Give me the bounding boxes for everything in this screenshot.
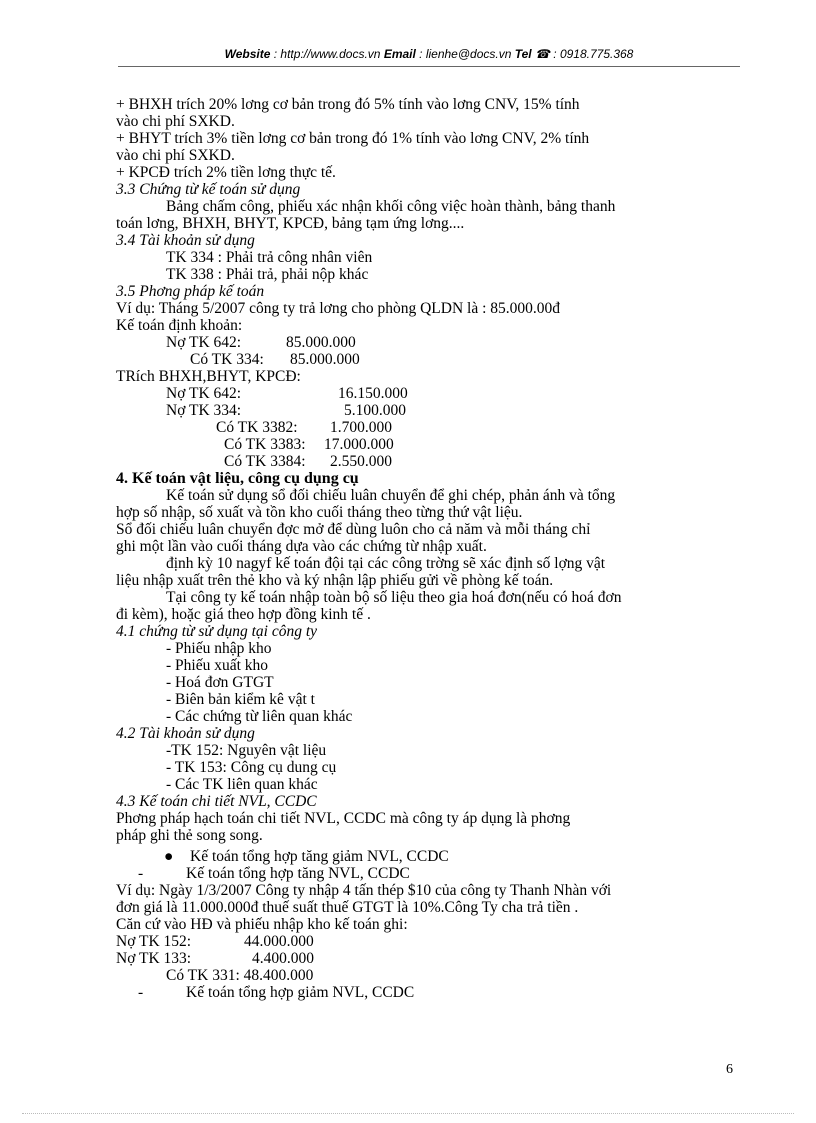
section-heading: 3.4 Tài khoản sử dụng — [116, 232, 255, 249]
text-line: vào chi phí SXKD. — [116, 147, 235, 164]
tel-label: Tel — [514, 47, 532, 61]
text-line: Ví dụ: Ngày 1/3/2007 Công ty nhập 4 tấn thép $10 của công ty Thanh Nhàn với — [116, 882, 612, 899]
list-item: - TK 153: Công cụ dung cụ — [166, 759, 337, 776]
journal-row — [116, 950, 740, 967]
email-label: Email — [383, 47, 416, 61]
dash-marker: - — [138, 984, 144, 1001]
journal-amount: 16.150.000 — [338, 385, 408, 402]
journal-amount: 2.550.000 — [330, 453, 392, 470]
text-line: Sổ đối chiếu luân chuyển đợc mở để dùng luôn cho cả năm và mỗi tháng chỉ — [116, 521, 591, 538]
header-divider — [118, 66, 740, 67]
dash-item — [116, 984, 740, 1001]
journal-row — [116, 419, 740, 436]
text-line: Ví dụ: Tháng 5/2007 công ty trả lơng cho phòng QLDN là : 85.000.00đ — [116, 300, 561, 317]
dash-item — [116, 865, 740, 882]
text-line: Kế toán định khoản: — [116, 317, 243, 334]
page-bottom-divider — [22, 1113, 794, 1114]
journal-row — [116, 334, 740, 351]
text-line: ghi một lần vào cuối tháng dựa vào các chứng từ nhập xuất. — [116, 538, 487, 555]
bullet-text: Kế toán tổng hợp tăng giảm NVL, CCDC — [190, 848, 449, 865]
journal-account: Có TK 334: — [190, 351, 264, 368]
journal-row — [116, 351, 740, 368]
journal-amount: 85.000.000 — [286, 334, 356, 351]
email-value: : lienhe@docs.vn — [415, 47, 515, 61]
text-line: Căn cứ vào HĐ và phiếu nhập kho kế toán ghi: — [116, 916, 408, 933]
journal-row — [116, 436, 740, 453]
text-line: hợp số nhập, số xuất và tồn kho cuối tháng theo từng thứ vật liệu. — [116, 504, 523, 521]
page-number: 6 — [726, 1062, 733, 1077]
page-header — [118, 47, 740, 61]
list-item: -TK 152: Nguyên vật liệu — [166, 742, 327, 759]
journal-row — [116, 933, 740, 950]
section-heading: 4.1 chứng từ sử dụng tại công ty — [116, 623, 318, 640]
text-line: + BHYT trích 3% tiền lơng cơ bản trong đó 1% tính vào lơng CNV, 2% tính — [116, 130, 590, 147]
dash-text: Kế toán tổng hợp giảm NVL, CCDC — [186, 984, 415, 1001]
list-item: - Các chứng từ liên quan khác — [166, 708, 353, 725]
journal-amount: 44.000.000 — [244, 933, 314, 950]
website-label: Website — [224, 47, 271, 61]
journal-row — [116, 402, 740, 419]
phone-icon: ☎ — [534, 47, 550, 61]
text-line: vào chi phí SXKD. — [116, 113, 235, 130]
bullet-icon: ● — [164, 848, 174, 865]
text-line: đi kèm), hoặc giá theo hợp đồng kinh tế . — [116, 606, 371, 623]
text-line: Có TK 331: 48.400.000 — [166, 967, 314, 984]
text-line: + BHXH trích 20% lơng cơ bản trong đó 5% tính vào lơng CNV, 15% tính — [116, 96, 580, 113]
list-item: - Phiếu nhập kho — [166, 640, 272, 657]
journal-account: Có TK 3382: — [216, 419, 298, 436]
text-line: toán lơng, BHXH, BHYT, KPCĐ, bảng tạm ứng lơng.... — [116, 215, 465, 232]
website-value: : http://www.docs.vn — [270, 47, 384, 61]
text-line: liệu nhập xuất trên thẻ kho và ký nhận lập phiếu gửi về phòng kế toán. — [116, 572, 554, 589]
text-line: Bảng chấm công, phiếu xác nhận khối công việc hoàn thành, bảng thanh — [166, 198, 616, 215]
journal-row — [116, 385, 740, 402]
journal-amount: 85.000.000 — [290, 351, 360, 368]
journal-account: Nợ TK 334: — [166, 402, 242, 419]
list-item: - Các TK liên quan khác — [166, 776, 318, 793]
text-line: + KPCĐ trích 2% tiền lơng thực tế. — [116, 164, 336, 181]
journal-amount: 4.400.000 — [252, 950, 314, 967]
journal-account: Nợ TK 642: — [166, 385, 242, 402]
text-line: Phơng pháp hạch toán chi tiết NVL, CCDC mà công ty áp dụng là phơng — [116, 810, 571, 827]
journal-account: Nợ TK 152: — [116, 933, 192, 950]
section-heading: 4.2 Tài khoản sử dụng — [116, 725, 255, 742]
journal-amount: 17.000.000 — [324, 436, 394, 453]
section-heading: 3.3 Chứng từ kế toán sử dụng — [116, 181, 301, 198]
dash-marker: - — [138, 865, 144, 882]
text-line: pháp ghi thẻ song song. — [116, 827, 263, 844]
list-item: - Hoá đơn GTGT — [166, 674, 274, 691]
bullet-item — [116, 848, 740, 865]
journal-account: Có TK 3383: — [224, 436, 306, 453]
journal-account: Nợ TK 133: — [116, 950, 192, 967]
list-item: - Phiếu xuất kho — [166, 657, 269, 674]
journal-amount: 5.100.000 — [344, 402, 406, 419]
list-item: - Biên bản kiểm kê vật t — [166, 691, 315, 708]
text-line: định kỳ 10 nagyf kế toán đội tại các công trờng sẽ xác định số lợng vật — [166, 555, 606, 572]
text-line: TRích BHXH,BHYT, KPCĐ: — [116, 368, 301, 385]
journal-row — [116, 453, 740, 470]
journal-account: Có TK 3384: — [224, 453, 306, 470]
journal-account: Nợ TK 642: — [166, 334, 242, 351]
tel-value: : 0918.775.368 — [549, 47, 634, 61]
text-line: TK 334 : Phải trả công nhân viên — [166, 249, 373, 266]
text-line: Kế toán sử dụng sổ đối chiếu luân chuyển để ghi chép, phản ánh và tổng — [166, 487, 616, 504]
section-heading: 4.3 Kế toán chi tiết NVL, CCDC — [116, 793, 317, 810]
text-line: TK 338 : Phải trả, phải nộp khác — [166, 266, 369, 283]
dash-text: Kế toán tổng hợp tăng NVL, CCDC — [186, 865, 410, 882]
text-line: Tại công ty kế toán nhập toàn bộ số liệu theo gia hoá đơn(nếu có hoá đơn — [166, 589, 622, 606]
document-body — [116, 96, 740, 1001]
section-heading: 3.5 Phơng pháp kế toán — [116, 283, 265, 300]
chapter-heading: 4. Kế toán vật liệu, công cụ dụng cụ — [116, 470, 359, 487]
journal-amount: 1.700.000 — [330, 419, 392, 436]
text-line: đơn giá là 11.000.000đ thuế suất thuế GTGT là 10%.Công Ty cha trả tiền . — [116, 899, 579, 916]
